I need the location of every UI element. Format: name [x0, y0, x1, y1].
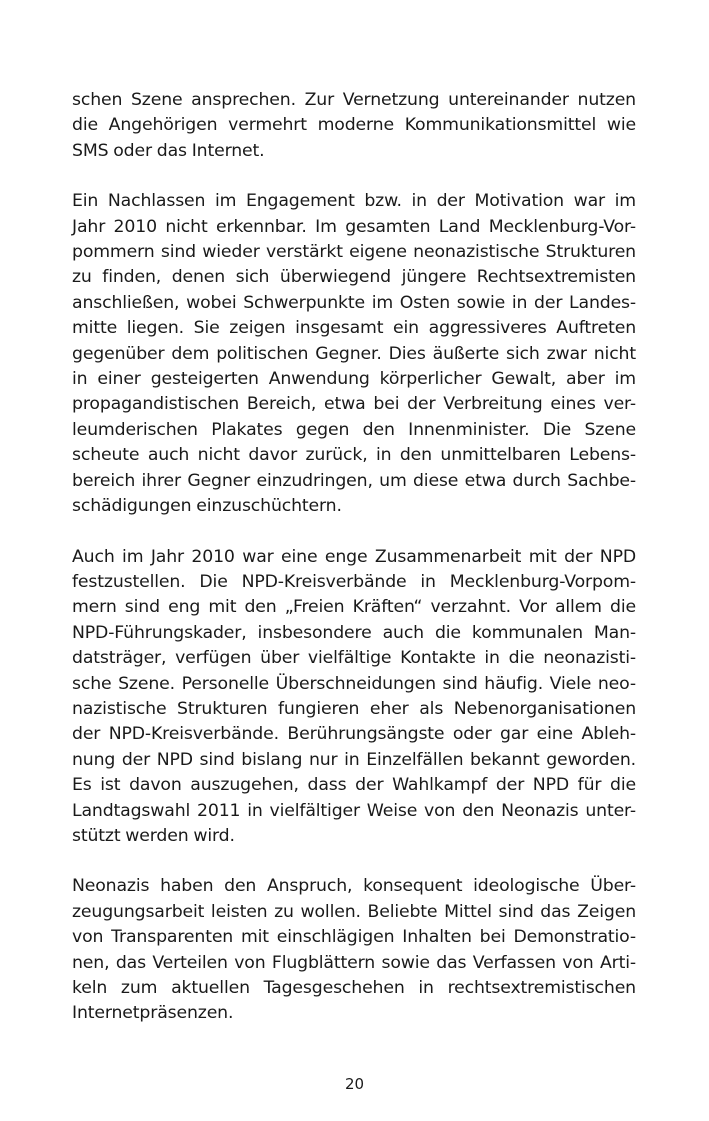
text-line: sche Szene. Personelle Überschneidungen sind häufig. Viele neo-: [72, 673, 636, 694]
text-line: zu finden, denen sich überwiegend jüngere Rechtsextremisten: [72, 267, 636, 288]
text-line: in einer gesteigerten Anwendung körperlicher Gewalt, aber im: [72, 369, 636, 390]
text-line: mern sind eng mit den „Freien Kräften“ verzahnt. Vor allem die: [72, 597, 636, 618]
text-line: Ein Nachlassen im Engagement bzw. in der Motivation war im: [72, 191, 636, 212]
text-line: propagandistischen Bereich, etwa bei der Verbreitung eines ver-: [72, 394, 636, 415]
text-line: die Angehörigen vermehrt moderne Kommunikationsmittel wie: [72, 115, 636, 136]
text-line: zeugungsarbeit leisten zu wollen. Beliebte Mittel sind das Zeigen: [72, 901, 636, 922]
text-line: keln zum aktuellen Tagesgeschehen in rechtsextremistischen: [72, 978, 636, 998]
text-line: Internetpräsenzen.: [72, 1003, 234, 1024]
text-line: pommern sind wieder verstärkt eigene neonazistische Strukturen: [72, 242, 636, 263]
text-line: NPD-Führungskader, insbesondere auch die kommunalen Man-: [72, 622, 636, 643]
document-body: [72, 88, 636, 1052]
paragraph: [72, 545, 636, 850]
text-line: Auch im Jahr 2010 war eine enge Zusammenarbeit mit der NPD: [72, 546, 636, 567]
text-line: SMS oder das Internet.: [72, 140, 265, 161]
text-line: nen, das Verteilen von Flugblättern sowie das Verfassen von Arti-: [72, 952, 636, 973]
text-line: bereich ihrer Gegner einzudringen, um diese etwa durch Sachbe-: [72, 470, 636, 491]
text-line: anschließen, wobei Schwerpunkte im Osten sowie in der Landes-: [72, 292, 636, 313]
text-line: Jahr 2010 nicht erkennbar. Im gesamten Land Mecklenburg-Vor-: [72, 216, 636, 237]
text-line: mitte liegen. Sie zeigen insgesamt ein aggressiveres Auftreten: [72, 318, 636, 339]
paragraph: [72, 874, 636, 1026]
text-line: schädigungen einzuschüchtern.: [72, 496, 342, 517]
paragraph: [72, 88, 636, 164]
text-line: nazistische Strukturen fungieren eher als Nebenorganisationen: [72, 698, 636, 719]
text-line: nung der NPD sind bislang nur in Einzelfällen bekannt geworden.: [72, 749, 636, 770]
text-line: von Transparenten mit einschlägigen Inhalten bei Demonstratio-: [72, 927, 636, 948]
text-line: Es ist davon auszugehen, dass der Wahlkampf der NPD für die: [72, 775, 636, 796]
paragraph: [72, 189, 636, 519]
page-number: 20: [344, 1075, 365, 1093]
text-line: datsträger, verfügen über vielfältige Kontakte in die neonazisti-: [72, 648, 636, 669]
text-line: scheute auch nicht davor zurück, in den unmittelbaren Lebens-: [72, 445, 636, 466]
text-line: leumderischen Plakates gegen den Innenminister. Die Szene: [72, 419, 636, 440]
text-line: der NPD-Kreisverbände. Berührungsängste oder gar eine Ableh-: [72, 724, 636, 745]
text-line: gegenüber dem politischen Gegner. Dies äußerte sich zwar nicht: [72, 343, 636, 364]
text-line: schen Szene ansprechen. Zur Vernetzung untereinander nutzen: [72, 90, 636, 110]
text-line: Neonazis haben den Anspruch, konsequent ideologische Über-: [72, 876, 636, 897]
text-line: stützt werden wird.: [72, 825, 235, 846]
text-line: Landtagswahl 2011 in vielfältiger Weise von den Neonazis unter-: [72, 800, 636, 821]
text-line: festzustellen. Die NPD-Kreisverbände in Mecklenburg-Vorpom-: [72, 571, 636, 592]
